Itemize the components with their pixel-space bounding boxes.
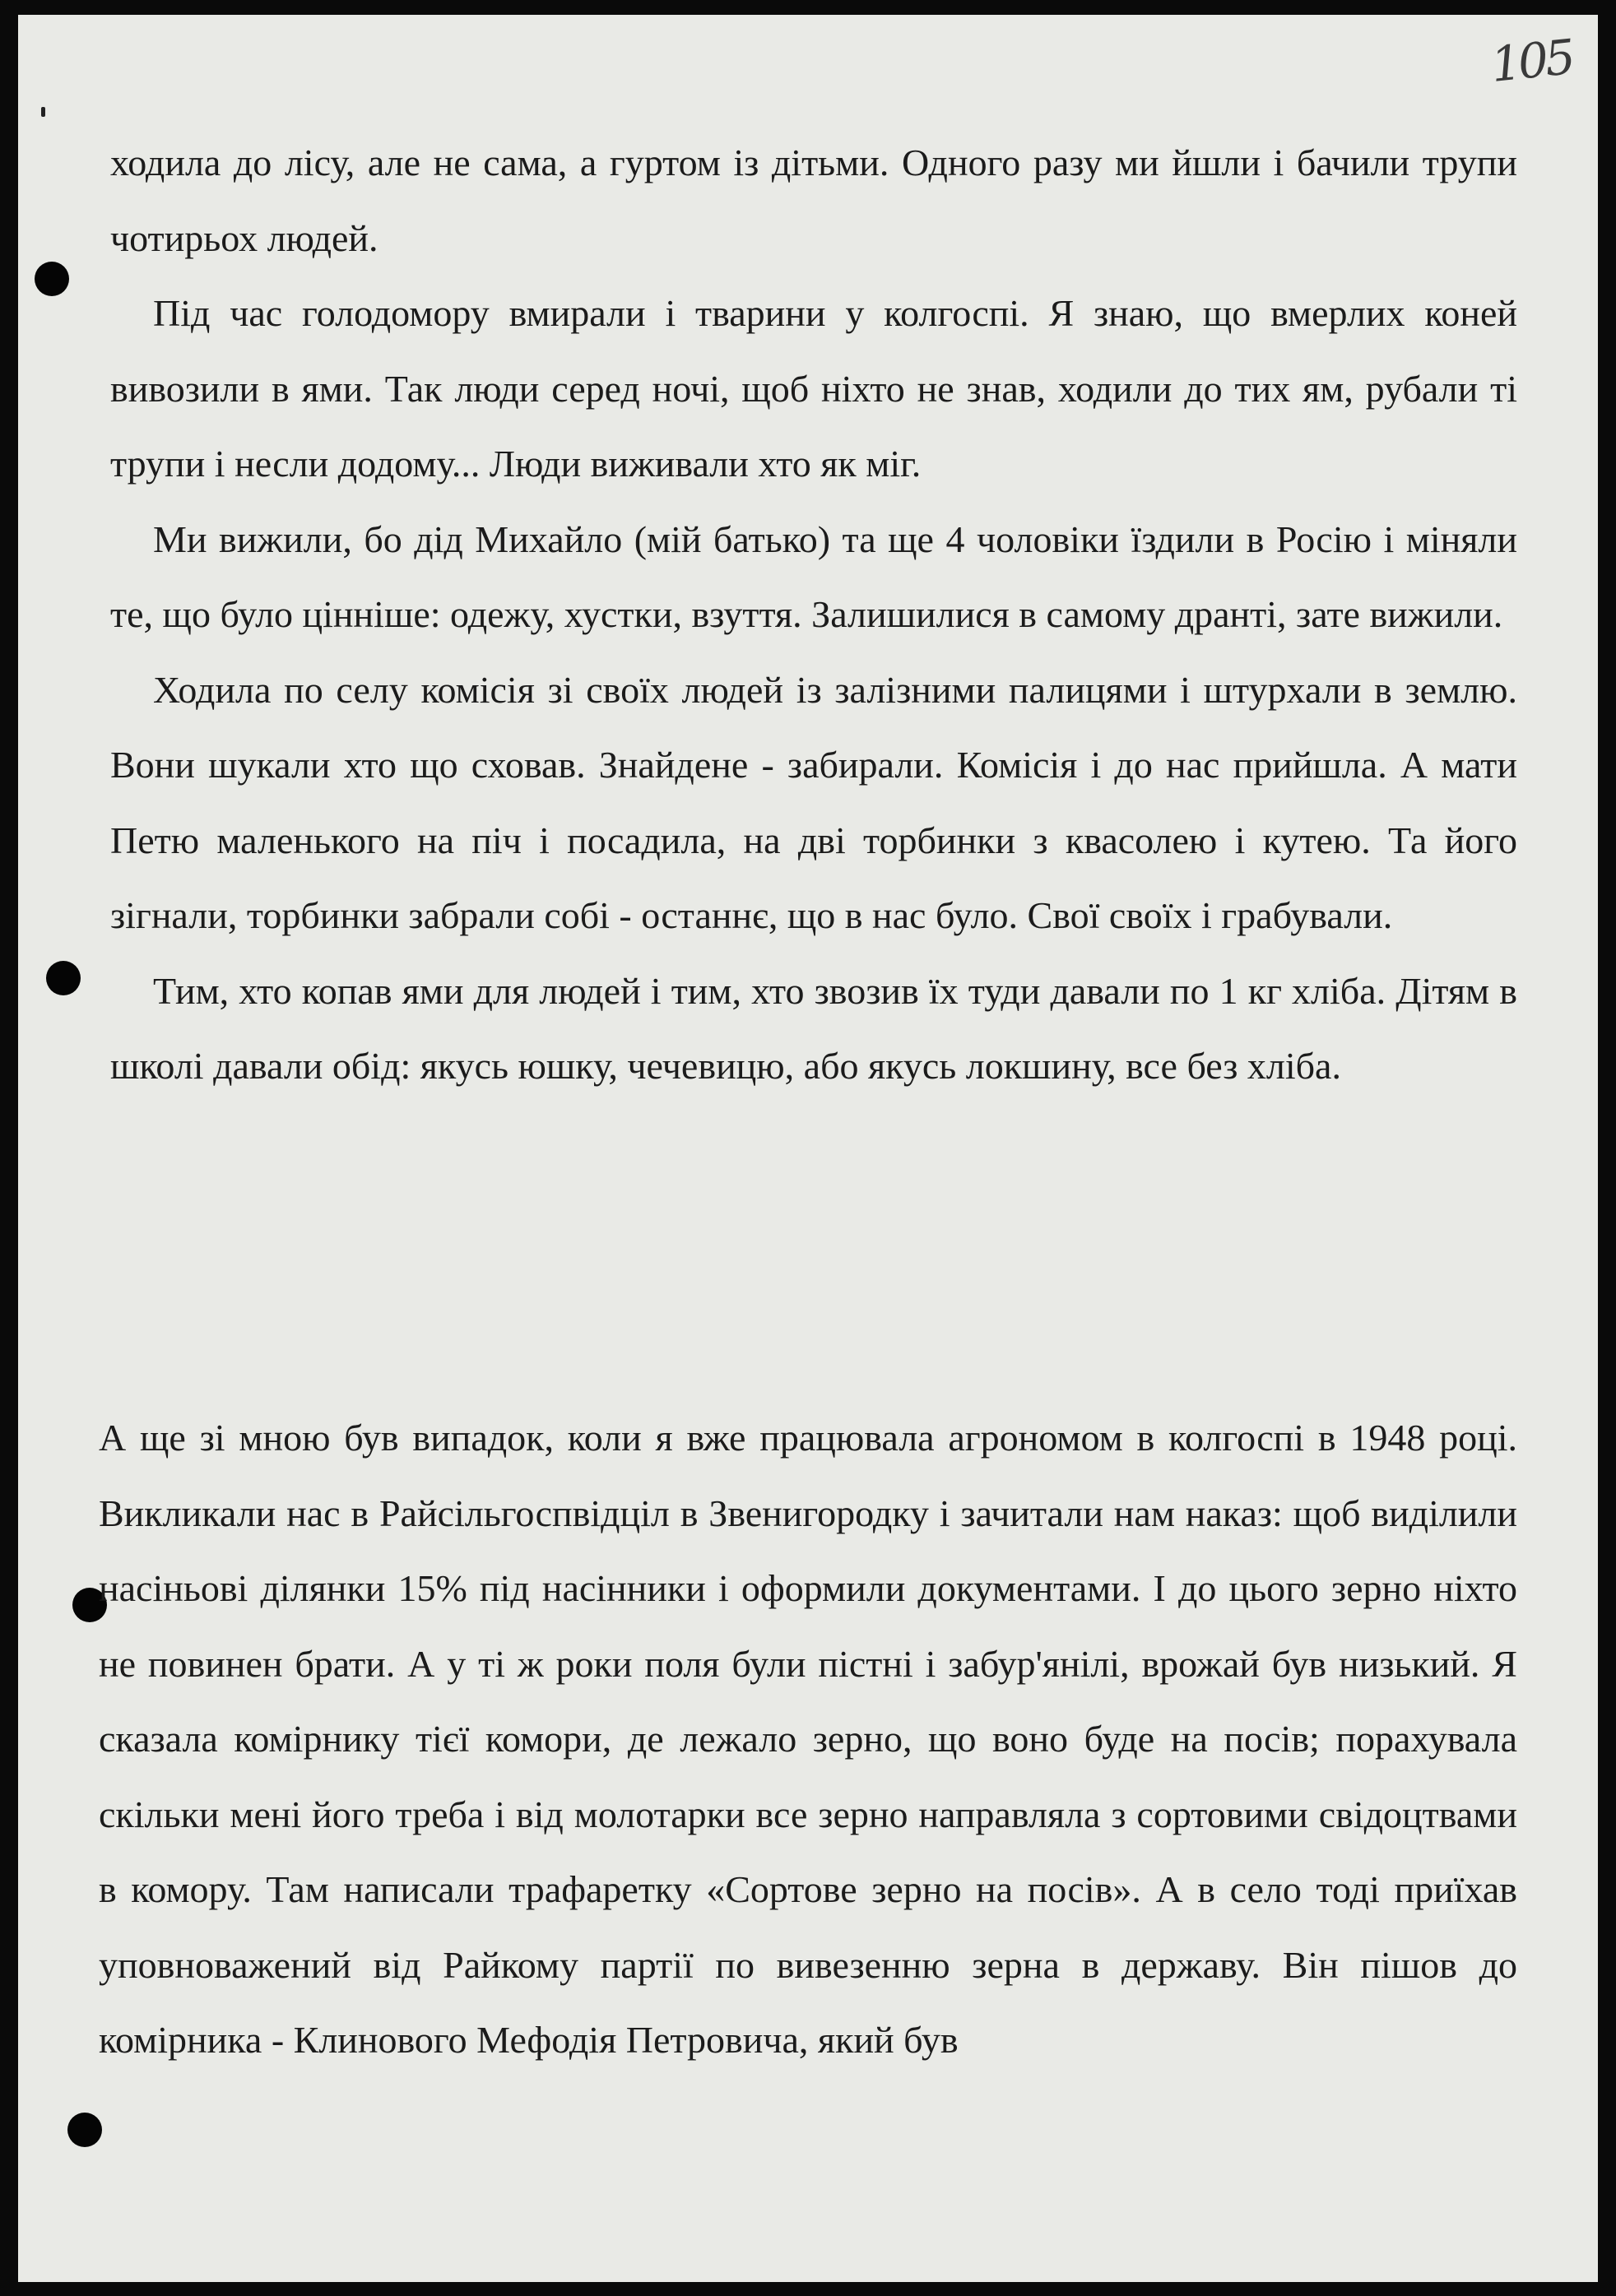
paragraph: ходила до лісу, але не сама, а гуртом із дітьми. Одного разу ми йшли і бачили трупи чотирьох людей. [110, 141, 1517, 259]
paragraph: Ми вижили, бо дід Михайло (мій батько) та ще 4 чоловіки їздили в Росію і міняли те, що було цінніше: одежу, хустки, взуття. Залишилися в самому дранті, зате вижили. [110, 517, 1517, 635]
paragraph: Ходила по селу комісія зі своїх людей із залізними палицями і штурхали в землю. Вони шукали хто що сховав. Знайдене - забирали. Комісія і до нас прийшла. А мати Петю маленького на піч і посадила, на дві торбинки з квасолею і кутею. Та його зігнали, торбинки забрали собі - останнє, що в нас було. Свої своїх і грабували. [110, 668, 1517, 936]
paragraph: Під час голодомору вмирали і тварини у колгоспі. Я знаю, що вмерлих коней вивозили в ями. Так люди серед ночі, щоб ніхто не знав, ходили до тих ям, рубали ті трупи і несли додому... Люди виживали хто як міг. [110, 292, 1517, 485]
document-page [18, 15, 1598, 2282]
page-number: 105 [1488, 29, 1576, 93]
paragraph: Тим, хто копав ями для людей і тим, хто звозив їх туди давали по 1 кг хліба. Дітям в школі давали обід: якусь юшку, чечевицю, або якусь локшину, все без хліба. [110, 969, 1517, 1087]
punch-hole [67, 2113, 102, 2147]
scan-mark [41, 107, 45, 117]
paragraph: А ще зі мною був випадок, коли я вже працювала агрономом в колгоспі в 1948 році. Викликали нас в Райсільгоспвідціл в Звенигородку і зачитали нам наказ: щоб виділили насіньові ділянки 15% під насінники і оформили документами. І до цього зерно ніхто не повинен брати. А у ті ж роки поля були пістні і забур'янілі, врожай був низький. Я сказала комірнику тієї комори, де лежало зерно, що воно буде на посів; порахувала скільки мені його треба і від молотарки все зерно направляла з сортовими свідоцтвами в комору. Там написали трафаретку «Сортове зерно на посів». А в село тоді приїхав уповноважений від Райкому партії по вивезенню зерна в державу. Він пішов до комірника - Клинового Мефодія Петровича, який був [99, 1417, 1517, 2061]
body-text-upper [110, 125, 1517, 1104]
body-text-lower [99, 1400, 1517, 2078]
punch-hole [35, 262, 69, 296]
punch-hole [46, 961, 81, 995]
